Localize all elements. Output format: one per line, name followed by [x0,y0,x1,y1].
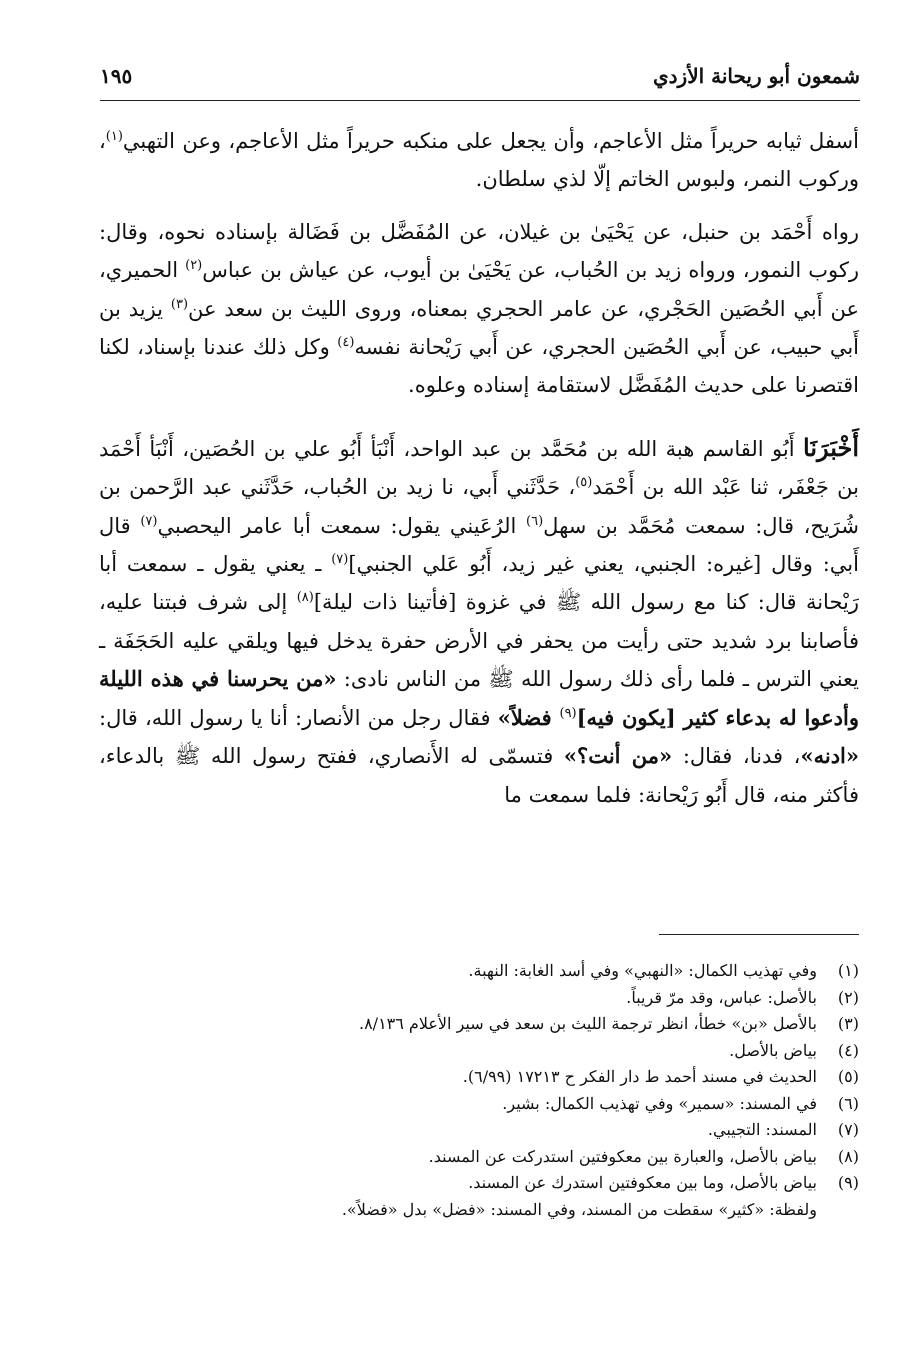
text-run: وكل ذلك عندنا بإسناد، لكنا اقتصرنا على حديث المُفَضَّل لاستقامة إسناده وعلوه. [99,335,859,398]
footnote-item [139,1170,859,1197]
text-run: الحميري، عن أَبي الحُصَين الحَجْري، عن عامر الحجري بمعناه، وروى الليث بن سعد عن [99,258,859,321]
footnote-marker: (٤) [337,335,355,351]
footnote-text: المسند: التجيبي. [707,1120,817,1139]
footnote-item [139,1144,859,1171]
footnote-marker: (٢) [185,258,203,274]
text-run: قال أَبي: وقال [غيره: الجنبي، يعني غير زيد، أَبُو عَلي الجنبي] [99,513,859,577]
footnote-item [139,1117,859,1144]
footnote-text: بياض بالأصل، والعبارة بين معكوفتين استدركت عن المسند. [428,1146,817,1166]
text-run: إلى شرف فبتنا عليه، فأصابنا برد شديد حتى رأيت من يحفر في الأرض حفرة يدخل فيها ويلقي عليه الحَجَفَة ـ يعني الترس ـ فلما رأى ذلك رسول الله ﷺ من الناس نادى: [99,590,860,692]
footnote-marker: (٨) [296,590,314,606]
footnote-continuation: ولفظة: «كثير» سقطت من المسند، وفي المسند: «فضل» بدل «فضلاً». [341,1199,817,1219]
footnote-marker: (٧) [140,513,158,529]
footnote-divider [659,934,859,935]
footnote-number: (٨) [837,1146,859,1166]
footnote-text: الحديث في مسند أحمد ط دار الفكر ح ١٧٢١٣ (٦/٩٩). [462,1067,817,1086]
footnote-marker: (٧) [331,552,349,568]
text-run: فتسمّى له الأَنصاري، ففتح رسول الله ﷺ بالدعاء، فأكثر منه، قال أَبُو رَيْحانة: فلما سمعت ما [99,744,859,807]
text-run: الرُعَيني يقول: سمعت أبا عامر اليحصبي [157,513,527,538]
footnote-marker: (٩) [559,705,577,721]
footnote-item [139,1064,859,1091]
hadith-quote: «من يحرسنا في هذه الليلة وأدعوا له بدعاء كثير [يكون فيه] [99,666,860,730]
footnote-text: وفي تهذيب الكمال: «النهبي» وفي أسد الغابة: النهبة. [468,961,817,980]
hadith-quote: «ادنه» [800,743,860,769]
text-run: رواه أَحْمَد بن حنبل، عن يَحْيَىٰ بن غيلان، عن المُفَضَّل بن فَضَالة بإسناده نحوه، وقال: ركوب النمور، ورواه زيد بن الحُباب، عن يَحْيَىٰ بن أيوب، عن عياش بن عباس [99,219,859,283]
footnote-item [139,1038,859,1065]
text-run: ، حَدَّثَني أَبي، نا زيد بن الحُباب، حَدَّثَني عبد الرَّحمن بن شُرَيح، قال: سمعت مُحَمَّد بن سهل [99,475,859,538]
footnote-number: (٦) [837,1093,859,1113]
footnote-text: بياض بالأصل. [729,1040,817,1060]
footnote-text: في المسند: «سمير» وفي تهذيب الكمال: بشير. [502,1093,817,1113]
text-run: ، وركوب النمر، ولبوس الخاتم إلّا لذي سلطان. [99,129,859,192]
footnote-number: (٤) [837,1040,859,1060]
footnote-item [139,1091,859,1118]
hadith-quote-end: فضلاً» [497,704,560,730]
paragraph-3 [99,429,859,814]
text-run: يزيد بن أَبي حبيب، عن أَبي الحُصَين الحجري، عن أَبي رَيْحانة نفسه [99,296,860,360]
paragraph-1 [99,122,859,199]
hadith-quote: «من أنت؟» [563,743,673,769]
footnote-number: (٥) [837,1067,859,1086]
text-run: ، فدنا، فقال: [672,744,801,769]
text-run: أسفل ثيابه حريراً مثل الأعاجم، وأن يجعل على منكبه حريراً مثل الأعاجم، وعن التهبي [122,129,859,153]
footnotes [139,958,859,1223]
footnote-number: (١) [837,961,859,980]
page-number: ١٩٥ [100,64,133,88]
footnote-text: بياض بالأصل، وما بين معكوفتين استدرك عن المسند. [468,1173,817,1192]
footnote-continuation-row [139,1197,859,1224]
footnote-marker: (١) [105,129,123,144]
text-run: أَبُو القاسم هبة الله بن مُحَمَّد بن عبد الواحد، أَنْبَأ أَبُو علي بن الحُصَين، أَنْبَأ أَحْمَد بن جَعْفَر، ثنا عَبْد الله بن أَحْمَد [99,436,859,500]
paragraph-2 [99,213,859,405]
footnote-item [139,985,859,1012]
footnote-number: (٧) [837,1120,859,1139]
text-run: فقال رجل من الأنصار: أنا يا رسول الله، قال: [99,705,498,730]
footnote-text: بالأصل: عباس، وقد مرّ قريباً. [626,987,817,1007]
lead-word: أَخْبَرَنَا [803,432,859,462]
page-header [100,58,860,101]
footnote-marker: (٦) [526,513,544,529]
footnote-marker: (٥) [575,475,593,491]
footnote-item [139,958,859,985]
footnote-item [139,1011,859,1038]
footnote-marker: (٣) [170,296,189,312]
footnote-text: بالأصل «بن» خطأ، انظر ترجمة الليث بن سعد في سير الأعلام ٨/١٣٦. [358,1014,817,1033]
footnote-number: (٢) [837,987,859,1007]
main-text [99,122,859,814]
text-run: ـ يعني يقول ـ سمعت أبا رَيْحانة قال: كنا مع رسول الله ﷺ في غزوة [فأتينا ذات ليلة] [99,552,859,615]
running-title: شمعون أبو ريحانة الأزدي [652,64,860,88]
footnote-number: (٩) [837,1173,859,1192]
footnote-number: (٣) [837,1014,859,1033]
